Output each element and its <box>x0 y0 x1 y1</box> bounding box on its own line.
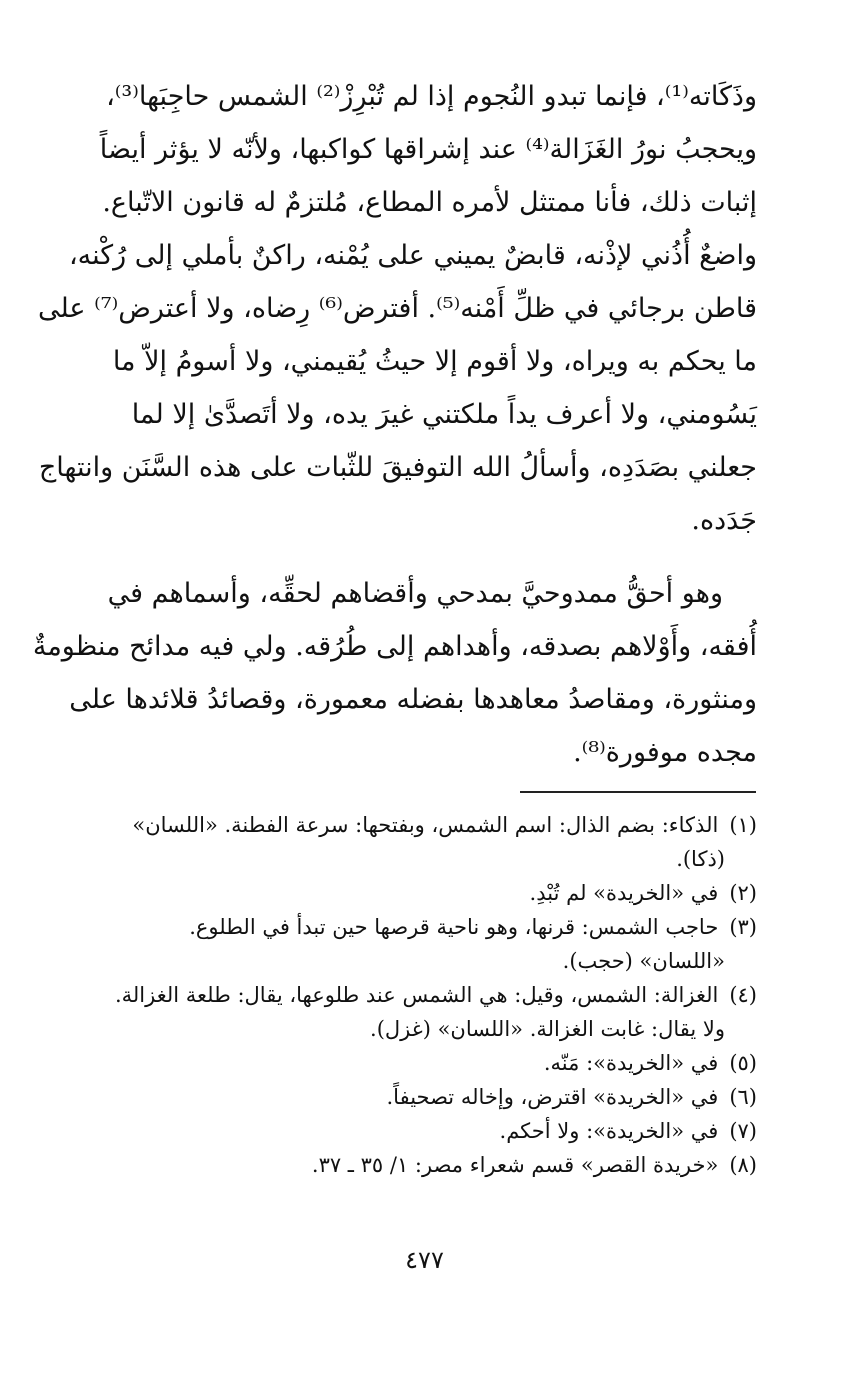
body-line: إثبات ذلك، فأنا ممتثل لأمره المطاع، مُلتزمٌ له قانون الاتّباع. <box>102 187 757 218</box>
footnote-text: الغزالة: الشمس، وقيل: هي الشمس عند طلوعها، يقال: طلعة الغزالة. <box>114 983 719 1007</box>
footnote <box>92 1148 757 1182</box>
footnote-number: (٢) <box>729 881 757 905</box>
body-line: جَدَده. <box>691 505 757 536</box>
footnote-divider <box>520 791 756 793</box>
body-paragraph-2 <box>32 567 757 779</box>
body-line: جعلني بصَدَدِه، وأسألُ الله التوفيقَ للثّبات على هذه السَّنَن وانتهاج <box>38 452 757 483</box>
footnote <box>92 978 757 1046</box>
footnote <box>92 1046 757 1080</box>
footnote-continuation: ولا يقال: غابت الغزالة. «اللسان» (غزل). <box>370 1017 725 1041</box>
footnote-text: الذكاء: بضم الذال: اسم الشمس، وبفتحها: سرعة الفطنة. «اللسان» <box>132 813 719 837</box>
footnote-text: حاجب الشمس: قرنها، وهو ناحية قرصها حين تبدأ في الطلوع. <box>189 915 719 939</box>
footnote-text: في «الخريدة» لم تُبْدِ. <box>529 881 719 905</box>
footnote <box>92 808 757 876</box>
footnote-number: (٣) <box>729 915 757 939</box>
page-number: ٤٧٧ <box>405 1246 444 1274</box>
footnote-continuation: «اللسان» (حجب). <box>562 949 725 973</box>
body-line: ومنثورة، ومقاصدُ معاهدها بفضله معمورة، وقصائدُ قلائدها على <box>69 684 757 715</box>
footnote-text: في «الخريدة»: مَنّه. <box>543 1051 719 1075</box>
footnote <box>92 910 757 978</box>
body-line: ما يحكم به ويراه، ولا أقوم إلا حيثُ يُقيمني، ولا أسومُ إلاّ ما <box>112 346 757 377</box>
footnote-text: في «الخريدة» اقترض، وإخاله تصحيفاً. <box>386 1085 719 1109</box>
body-line: وذَكَاته⁽¹⁾، فإنما تبدو النُجوم إذا لم تُبْرِزْ⁽²⁾ الشمس حاجِبَها⁽³⁾، <box>106 81 757 112</box>
body-paragraph-1 <box>37 70 757 547</box>
footnotes <box>92 808 757 1182</box>
footnote-number: (٨) <box>729 1153 757 1177</box>
body-line: أُفقه، وأَوْلاهم بصدقه، وأهداهم إلى طُرُقه. ولي فيه مدائح منظومةٌ <box>32 631 757 662</box>
body-line: ويحجبُ نورُ الغَزَالة⁽⁴⁾ عند إشراقها كواكبها، ولأنّه لا يؤثر أيضاً <box>99 134 757 165</box>
footnote-number: (٧) <box>729 1119 757 1143</box>
footnote <box>92 1114 757 1148</box>
footnote-number: (٦) <box>729 1085 757 1109</box>
footnote-number: (٤) <box>729 983 757 1007</box>
body-line: واضعٌ أُذُني لإذْنه، قابضٌ يميني على يُمْنه، راكنٌ بأملي إلى رُكْنه، <box>68 240 757 271</box>
body-line: قاطن برجائي في ظلِّ أَمْنه⁽⁵⁾. أفترض⁽⁶⁾ رِضاه، ولا أعترض⁽⁷⁾ على <box>37 293 757 324</box>
footnote-continuation: (ذكا). <box>676 847 725 871</box>
body-line: مجده موفورة⁽⁸⁾. <box>573 737 757 768</box>
footnote-number: (١) <box>729 813 757 837</box>
footnote <box>92 1080 757 1114</box>
body-line: وهو أحقُّ ممدوحيَّ بمدحي وأقضاهم لحقِّه، وأسماهم في <box>107 578 723 609</box>
footnote-text: «خريدة القصر» قسم شعراء مصر: ١/ ٣٥ ـ ٣٧. <box>311 1153 719 1177</box>
footnote-number: (٥) <box>729 1051 757 1075</box>
footnote-text: في «الخريدة»: ولا أحكم. <box>499 1119 719 1143</box>
body-line: يَسُومني، ولا أعرف يداً ملكتني غيرَ يده، ولا أتَصدَّىٰ إلا لما <box>131 399 757 430</box>
footnote <box>92 876 757 910</box>
